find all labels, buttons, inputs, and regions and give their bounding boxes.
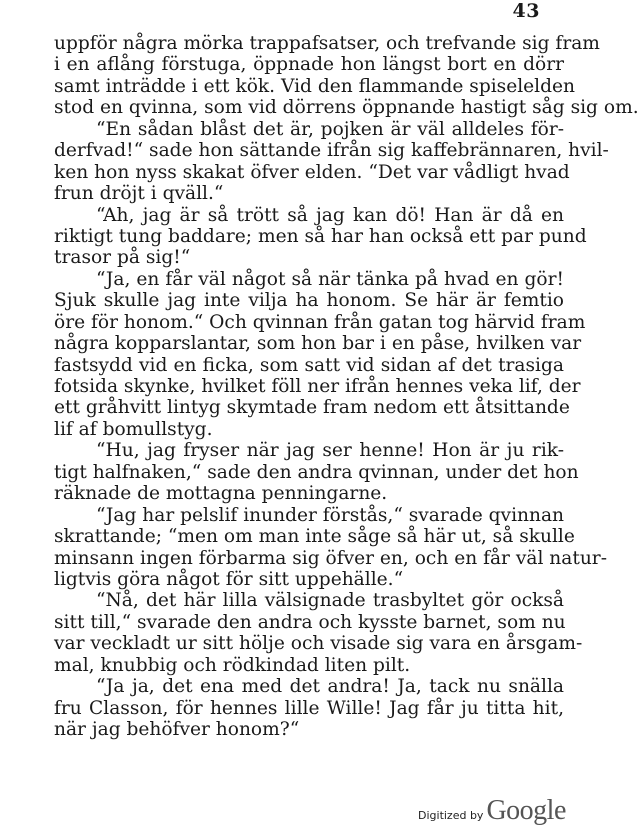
text-line: “Hu, jag fryser när jag ser henne! Hon är ju rik- (96, 440, 564, 462)
text-line: fotsida skynke, hvilket föll ner ifrån hennes veka lif, der (54, 376, 581, 397)
text-line: ett gråhvitt lintyg skymtade fram nedom ett åtsittande (54, 397, 570, 419)
text-line: fastsydd vid en ficka, som satt vid sidan af det trasiga (54, 354, 564, 376)
paragraph (54, 676, 564, 740)
paragraph (54, 590, 583, 676)
text-line: när jag behöfver honom?“ (54, 719, 300, 740)
text-line: ken hon nyss skakat öfver elden. “Det var vådligt hvad (54, 161, 570, 183)
text-line: “Jag har pelslif inunder förstås,“ svarade qvinnan (96, 504, 565, 526)
text-line: “Ja, en får väl något så när tänka på hvad en gör! (96, 268, 564, 290)
text-line: tigt halfnaken,“ sade den andra qvinnan, under det hon (54, 461, 579, 483)
text-line: fru Classon, för hennes lille Wille! Jag får ju titta hit, (54, 697, 564, 719)
text-line: “Nå, det här lilla välsignade trasbyltet gör också (96, 590, 564, 612)
text-line: “Ja ja, det ena med det andra! Ja, tack nu snälla (96, 676, 564, 698)
text-line: “Ah, jag är så trött så jag kan dö! Han är då en (96, 204, 564, 226)
text-line: sitt till,“ svarade den andra och kysste barnet, som nu (54, 611, 566, 633)
text-line: några kopparslantar, som hon bar i en påse, hvilken var (54, 333, 582, 355)
paragraph (54, 118, 609, 205)
text-line: öre för honom.“ Och qvinnan från gatan tog härvid fram (54, 311, 586, 333)
text-line: derfvad!“ sade hon sättande ifrån sig kaffebrännaren, hvil- (54, 140, 609, 162)
text-line: samt inträdde i ett kök. Vid den flammande spiselelden (54, 75, 575, 97)
text-line: skrattande; “men om man inte såge så här ut, så skulle (54, 526, 575, 548)
digitized-label: Digitized by (418, 809, 484, 822)
text-line: minsann ingen förbarma sig öfver en, och en får väl natur- (54, 547, 607, 569)
paragraph (54, 440, 579, 505)
text-line: trasor på sig!“ (54, 247, 191, 269)
text-line: räknade de mottagna penningarne. (54, 483, 388, 505)
text-line: ligtvis göra något för sitt uppehälle.“ (54, 568, 404, 590)
digitized-by-google-watermark (418, 795, 566, 827)
text-line: riktigt tung baddare; men så har han också ett par pund (54, 225, 587, 247)
text-line: uppför några mörka trappafsatser, och trefvande sig fram (54, 33, 600, 54)
text-line: stod en qvinna, som vid dörrens öppnande hastigt såg sig om. (54, 97, 639, 119)
text-line: frun dröjt i qväll.“ (54, 183, 224, 205)
body-text (54, 33, 639, 740)
paragraph (54, 204, 587, 269)
text-line: lif af bomullstyg. (54, 418, 213, 440)
google-logo: Google (486, 795, 566, 826)
paragraph (54, 33, 639, 119)
paragraph (54, 268, 586, 441)
paragraph (54, 504, 607, 591)
text-line: “En sådan blåst det är, pojken är väl alldeles för- (96, 118, 564, 140)
text-line: i en aflång förstuga, öppnade hon längst bort en dörr (54, 54, 564, 76)
text-line: Sjuk skulle jag inte vilja ha honom. Se här är femtio (54, 290, 564, 312)
text-line: mal, knubbig och rödkindad liten pilt. (54, 654, 411, 676)
page-number: 43 (512, 0, 540, 22)
text-line: var veckladt ur sitt hölje och visade sig vara en årsgam- (54, 633, 583, 655)
